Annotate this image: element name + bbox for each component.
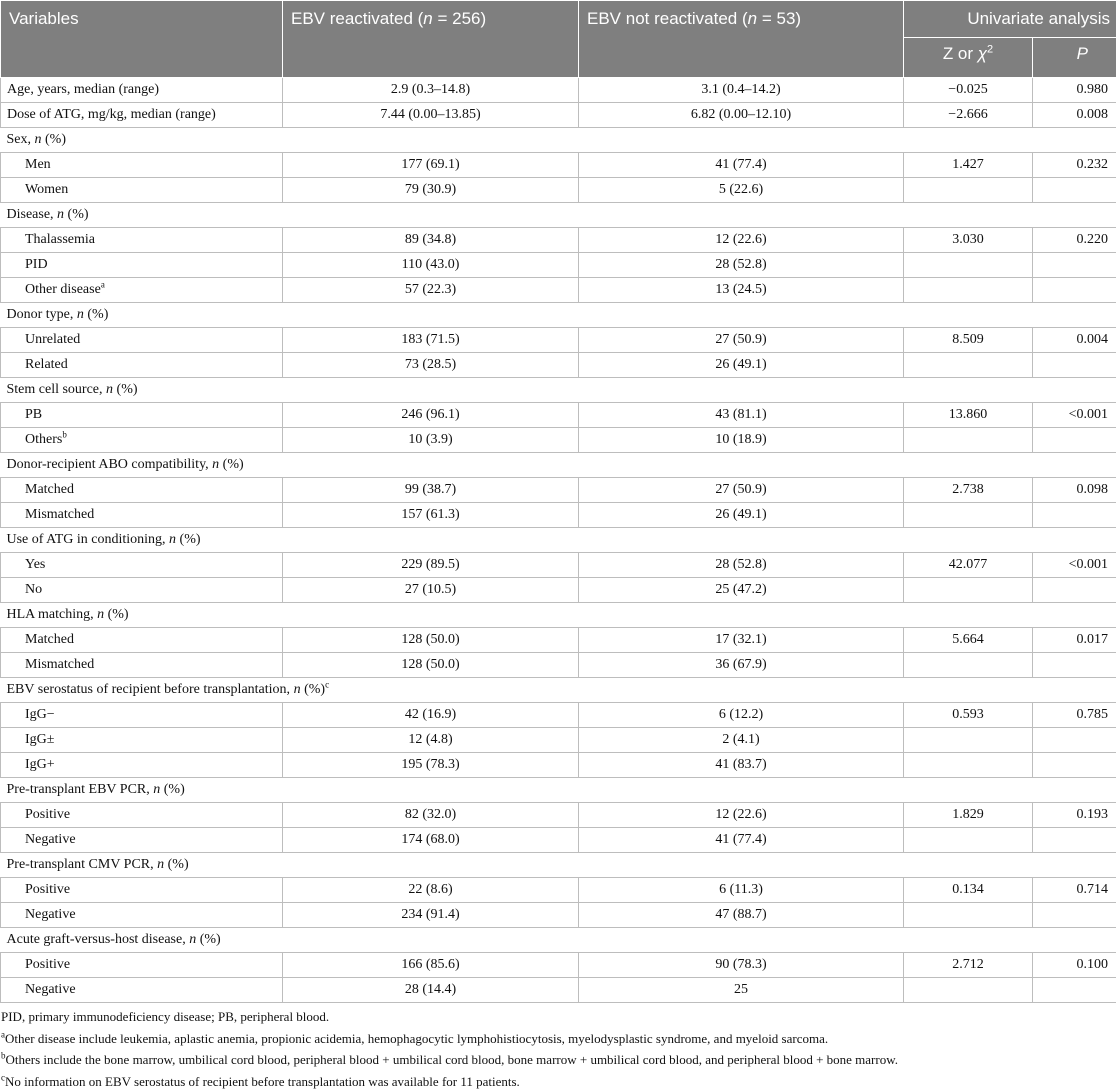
- section-row: [1, 128, 1116, 153]
- table-row: [1, 753, 1116, 778]
- reactivated-cell: 128 (50.0): [283, 653, 579, 678]
- section-label: Donor-recipient ABO compatibility, n (%): [1, 453, 1116, 478]
- variable-cell: Men: [1, 153, 283, 178]
- stat-cell: [904, 578, 1033, 603]
- not-reactivated-cell: 28 (52.8): [579, 253, 904, 278]
- stat-cell: 1.829: [904, 803, 1033, 828]
- not-reactivated-cell: 26 (49.1): [579, 503, 904, 528]
- reactivated-cell: 234 (91.4): [283, 903, 579, 928]
- footnote-a: $^a$Other disease include leukemia, aplastic anemia, propionic acidemia, hemophagocytic lymphohistiocytosis, myelodysplastic syndrome, and myeloid sarcoma.: [1, 1028, 1116, 1050]
- reactivated-cell: 42 (16.9): [283, 703, 579, 728]
- reactivated-cell: 246 (96.1): [283, 403, 579, 428]
- table-row: [1, 703, 1116, 728]
- not-reactivated-cell: 25: [579, 978, 904, 1003]
- variable-cell: Negative: [1, 903, 283, 928]
- stat-cell: 2.738: [904, 478, 1033, 503]
- variable-cell: PB: [1, 403, 283, 428]
- table-row: [1, 103, 1116, 128]
- variable-cell: Mismatched: [1, 503, 283, 528]
- reactivated-cell: 2.9 (0.3–14.8): [283, 78, 579, 103]
- variable-cell: Dose of ATG, mg/kg, median (range): [1, 103, 283, 128]
- section-row: [1, 853, 1116, 878]
- reactivated-cell: 89 (34.8): [283, 228, 579, 253]
- not-reactivated-cell: 25 (47.2): [579, 578, 904, 603]
- not-reactivated-cell: 27 (50.9): [579, 478, 904, 503]
- p-value-cell: <0.001: [1033, 403, 1116, 428]
- variable-cell: Mismatched: [1, 653, 283, 678]
- p-header: P: [1033, 38, 1116, 78]
- table-row: [1, 153, 1116, 178]
- reactivated-cell: 229 (89.5): [283, 553, 579, 578]
- p-value-cell: [1033, 278, 1116, 303]
- stat-cell: 8.509: [904, 328, 1033, 353]
- variable-cell: Unrelated: [1, 328, 283, 353]
- stat-cell: [904, 353, 1033, 378]
- variables-header: Variables: [1, 1, 283, 78]
- not-reactivated-cell: 3.1 (0.4–14.2): [579, 78, 904, 103]
- reactivated-cell: 22 (8.6): [283, 878, 579, 903]
- p-value-cell: 0.232: [1033, 153, 1116, 178]
- stat-cell: [904, 178, 1033, 203]
- reactivated-cell: 195 (78.3): [283, 753, 579, 778]
- not-reactivated-cell: 36 (67.9): [579, 653, 904, 678]
- p-value-cell: [1033, 178, 1116, 203]
- section-row: [1, 203, 1116, 228]
- section-label: Stem cell source, n (%): [1, 378, 1116, 403]
- not-reactivated-cell: 27 (50.9): [579, 328, 904, 353]
- p-value-cell: 0.785: [1033, 703, 1116, 728]
- variable-cell: Other disease$^a$: [1, 278, 283, 303]
- not-reactivated-cell: 28 (52.8): [579, 553, 904, 578]
- not-reactivated-cell: 6.82 (0.00–12.10): [579, 103, 904, 128]
- not-reactivated-cell: 5 (22.6): [579, 178, 904, 203]
- stat-cell: [904, 728, 1033, 753]
- not-reactivated-cell: 41 (77.4): [579, 153, 904, 178]
- variable-cell: IgG−: [1, 703, 283, 728]
- stat-cell: 3.030: [904, 228, 1033, 253]
- p-value-cell: 0.714: [1033, 878, 1116, 903]
- section-label: Use of ATG in conditioning, n (%): [1, 528, 1116, 553]
- not-reactivated-cell: 10 (18.9): [579, 428, 904, 453]
- footnote-b: $^b$Others include the bone marrow, umbilical cord blood, peripheral blood + umbilical cord blood, bone marrow + umbilical cord blood, and peripheral blood + bone marrow.: [1, 1049, 1116, 1071]
- table-row: [1, 278, 1116, 303]
- stat-cell: 42.077: [904, 553, 1033, 578]
- table-row: [1, 478, 1116, 503]
- not-reactivated-cell: 47 (88.7): [579, 903, 904, 928]
- reactivated-cell: 7.44 (0.00–13.85): [283, 103, 579, 128]
- stat-cell: [904, 828, 1033, 853]
- not-reactivated-cell: 17 (32.1): [579, 628, 904, 653]
- variable-cell: Negative: [1, 978, 283, 1003]
- p-value-cell: [1033, 253, 1116, 278]
- not-reactivated-cell: 41 (77.4): [579, 828, 904, 853]
- stat-cell: [904, 428, 1033, 453]
- p-value-cell: 0.980: [1033, 78, 1116, 103]
- stat-cell: [904, 903, 1033, 928]
- section-label: Pre-transplant CMV PCR, n (%): [1, 853, 1116, 878]
- table-row: [1, 78, 1116, 103]
- stat-cell: [904, 278, 1033, 303]
- reactivated-cell: 157 (61.3): [283, 503, 579, 528]
- not-reactivated-cell: 6 (11.3): [579, 878, 904, 903]
- table-row: [1, 978, 1116, 1003]
- reactivated-cell: 12 (4.8): [283, 728, 579, 753]
- reactivated-cell: 128 (50.0): [283, 628, 579, 653]
- table-row: [1, 503, 1116, 528]
- not-reactivated-cell: 43 (81.1): [579, 403, 904, 428]
- section-row: [1, 528, 1116, 553]
- section-label: Donor type, n (%): [1, 303, 1116, 328]
- reactivated-cell: 82 (32.0): [283, 803, 579, 828]
- not-reactivated-cell: 13 (24.5): [579, 278, 904, 303]
- reactivated-cell: 28 (14.4): [283, 978, 579, 1003]
- reactivated-cell: 73 (28.5): [283, 353, 579, 378]
- stat-cell: [904, 503, 1033, 528]
- variable-cell: Others$^b$: [1, 428, 283, 453]
- table-row: [1, 428, 1116, 453]
- not-reactivated-cell: 41 (83.7): [579, 753, 904, 778]
- p-value-cell: [1033, 978, 1116, 1003]
- p-value-cell: [1033, 653, 1116, 678]
- stat-cell: −0.025: [904, 78, 1033, 103]
- stat-cell: 13.860: [904, 403, 1033, 428]
- section-label: Disease, n (%): [1, 203, 1116, 228]
- variable-cell: Positive: [1, 803, 283, 828]
- variable-cell: IgG±: [1, 728, 283, 753]
- stat-cell: 1.427: [904, 153, 1033, 178]
- reactivated-header: EBV reactivated (n = 256): [283, 1, 579, 78]
- variable-cell: Negative: [1, 828, 283, 853]
- table-row: [1, 828, 1116, 853]
- variable-cell: No: [1, 578, 283, 603]
- p-value-cell: 0.193: [1033, 803, 1116, 828]
- table-row: [1, 628, 1116, 653]
- section-row: [1, 928, 1116, 953]
- not-reactivated-cell: 90 (78.3): [579, 953, 904, 978]
- variable-cell: Women: [1, 178, 283, 203]
- footnote-abbreviations: PID, primary immunodeficiency disease; PB, peripheral blood.: [1, 1006, 1116, 1028]
- variable-cell: IgG+: [1, 753, 283, 778]
- reactivated-cell: 99 (38.7): [283, 478, 579, 503]
- p-value-cell: [1033, 428, 1116, 453]
- section-row: [1, 678, 1116, 703]
- reactivated-cell: 110 (43.0): [283, 253, 579, 278]
- table-row: [1, 803, 1116, 828]
- variable-cell: Matched: [1, 628, 283, 653]
- table-header: [1, 1, 1116, 78]
- reactivated-cell: 79 (30.9): [283, 178, 579, 203]
- variable-cell: PID: [1, 253, 283, 278]
- section-row: [1, 778, 1116, 803]
- table-row: [1, 903, 1116, 928]
- p-value-cell: [1033, 503, 1116, 528]
- table-row: [1, 953, 1116, 978]
- p-value-cell: [1033, 578, 1116, 603]
- reactivated-cell: 177 (69.1): [283, 153, 579, 178]
- table-row: [1, 553, 1116, 578]
- variable-cell: Thalassemia: [1, 228, 283, 253]
- reactivated-cell: 27 (10.5): [283, 578, 579, 603]
- stat-cell: 0.593: [904, 703, 1033, 728]
- footnote-c: $^c$No information on EBV serostatus of recipient before transplantation was available for 11 patients.: [1, 1071, 1116, 1092]
- table-footnotes: [0, 1003, 1116, 1092]
- stat-header: Z or $\chi^2$: [904, 38, 1033, 78]
- p-value-cell: [1033, 353, 1116, 378]
- stat-cell: [904, 653, 1033, 678]
- stat-cell: [904, 253, 1033, 278]
- table-row: [1, 878, 1116, 903]
- not-reactivated-header: EBV not reactivated (n = 53): [579, 1, 904, 78]
- stat-cell: [904, 753, 1033, 778]
- p-value-cell: 0.017: [1033, 628, 1116, 653]
- section-label: Sex, n (%): [1, 128, 1116, 153]
- table-row: [1, 253, 1116, 278]
- variable-cell: Positive: [1, 878, 283, 903]
- stat-cell: [904, 978, 1033, 1003]
- p-value-cell: 0.004: [1033, 328, 1116, 353]
- reactivated-cell: 57 (22.3): [283, 278, 579, 303]
- section-label: Pre-transplant EBV PCR, n (%): [1, 778, 1116, 803]
- table-row: [1, 653, 1116, 678]
- p-value-cell: [1033, 753, 1116, 778]
- not-reactivated-cell: 2 (4.1): [579, 728, 904, 753]
- stat-cell: −2.666: [904, 103, 1033, 128]
- table-row: [1, 178, 1116, 203]
- table-row: [1, 403, 1116, 428]
- section-row: [1, 603, 1116, 628]
- variable-cell: Age, years, median (range): [1, 78, 283, 103]
- not-reactivated-cell: 6 (12.2): [579, 703, 904, 728]
- stat-cell: 0.134: [904, 878, 1033, 903]
- p-value-cell: 0.098: [1033, 478, 1116, 503]
- section-row: [1, 378, 1116, 403]
- reactivated-cell: 10 (3.9): [283, 428, 579, 453]
- p-value-cell: [1033, 728, 1116, 753]
- section-row: [1, 453, 1116, 478]
- p-value-cell: [1033, 903, 1116, 928]
- stat-cell: 5.664: [904, 628, 1033, 653]
- section-row: [1, 303, 1116, 328]
- p-value-cell: 0.100: [1033, 953, 1116, 978]
- table-row: [1, 228, 1116, 253]
- section-label: Acute graft-versus-host disease, n (%): [1, 928, 1116, 953]
- table-row: [1, 578, 1116, 603]
- stat-cell: 2.712: [904, 953, 1033, 978]
- section-label: EBV serostatus of recipient before transplantation, n (%)$^c$: [1, 678, 1116, 703]
- reactivated-cell: 166 (85.6): [283, 953, 579, 978]
- reactivated-cell: 183 (71.5): [283, 328, 579, 353]
- table-body: [1, 78, 1116, 1003]
- variable-cell: Matched: [1, 478, 283, 503]
- not-reactivated-cell: 12 (22.6): [579, 228, 904, 253]
- not-reactivated-cell: 26 (49.1): [579, 353, 904, 378]
- table-row: [1, 728, 1116, 753]
- univariate-header: Univariate analysis: [904, 1, 1116, 38]
- table-row: [1, 353, 1116, 378]
- reactivated-cell: 174 (68.0): [283, 828, 579, 853]
- table-row: [1, 328, 1116, 353]
- p-value-cell: [1033, 828, 1116, 853]
- p-value-cell: 0.008: [1033, 103, 1116, 128]
- variable-cell: Related: [1, 353, 283, 378]
- not-reactivated-cell: 12 (22.6): [579, 803, 904, 828]
- p-value-cell: <0.001: [1033, 553, 1116, 578]
- section-label: HLA matching, n (%): [1, 603, 1116, 628]
- variable-cell: Yes: [1, 553, 283, 578]
- variable-cell: Positive: [1, 953, 283, 978]
- p-value-cell: 0.220: [1033, 228, 1116, 253]
